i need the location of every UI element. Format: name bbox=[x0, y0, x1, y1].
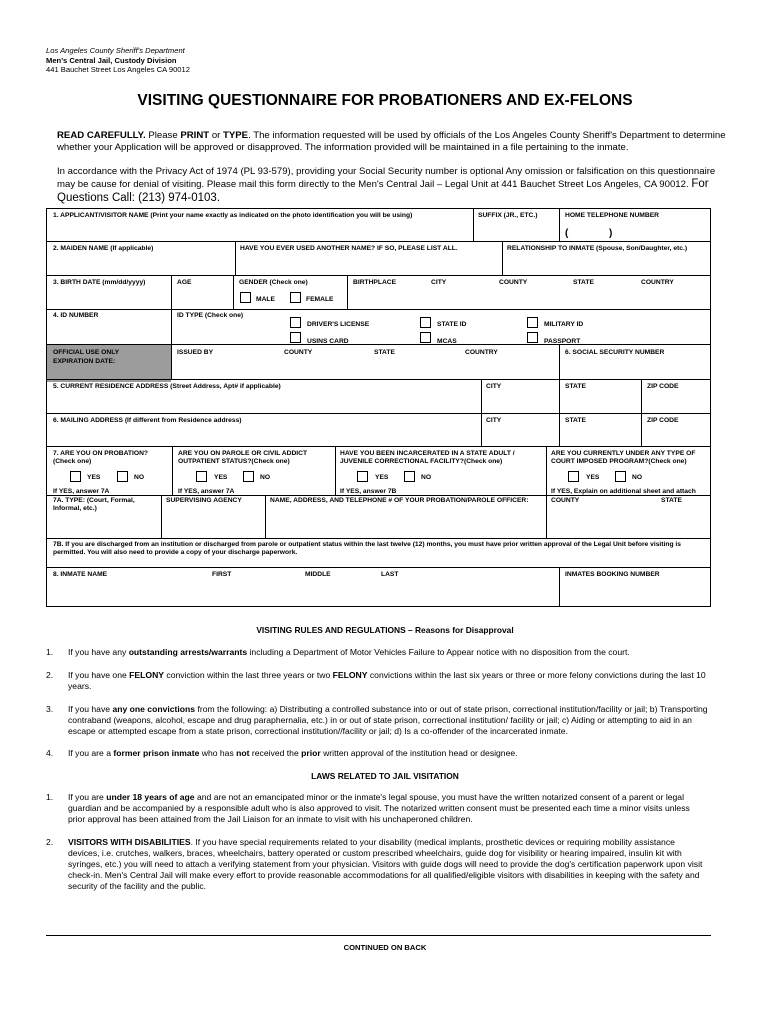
phone-area-open: ( bbox=[565, 228, 569, 239]
other-names-label: HAVE YOU EVER USED ANOTHER NAME? IF SO, PLEASE LIST ALL. bbox=[240, 245, 458, 252]
if-yes-explain: If YES, Explain on additional sheet and attach bbox=[551, 488, 696, 495]
court-program-no-checkbox[interactable] bbox=[615, 471, 626, 482]
birth-state-label: STATE bbox=[573, 279, 594, 286]
male-checkbox[interactable] bbox=[240, 292, 251, 303]
intro-please: Please bbox=[148, 130, 178, 141]
if-yes-7a-parole: If YES, answer 7A bbox=[178, 488, 235, 495]
mailing-state-label: STATE bbox=[565, 417, 586, 424]
birth-city-label: CITY bbox=[431, 279, 447, 286]
passport-label: PASSPORT bbox=[544, 338, 581, 345]
residence-address-label: 5. CURRENT RESIDENCE ADDRESS (Street Address, Apt# if applicable) bbox=[53, 383, 281, 390]
phone-area-close: ) bbox=[609, 228, 613, 239]
residence-state-label: STATE bbox=[565, 383, 586, 390]
passport-checkbox[interactable] bbox=[527, 332, 538, 343]
expiration-date-label: EXPIRATION DATE: bbox=[53, 358, 116, 365]
incarcerated-yes-checkbox[interactable] bbox=[357, 471, 368, 482]
birth-country-label: COUNTRY bbox=[641, 279, 674, 286]
page-title: VISITING QUESTIONNAIRE FOR PROBATIONERS AND EX-FELONS bbox=[137, 92, 633, 109]
birth-date-label: 3. BIRTH DATE (mm/dd/yyyy) bbox=[53, 279, 146, 286]
parole-no-checkbox[interactable] bbox=[243, 471, 254, 482]
court-program-yes-label: YES bbox=[586, 474, 600, 481]
issued-country-label: COUNTRY bbox=[465, 349, 498, 356]
incarcerated-no-label: NO bbox=[421, 474, 432, 481]
laws-heading: LAWS RELATED TO JAIL VISITATION bbox=[311, 771, 459, 781]
parole-no-label: NO bbox=[260, 474, 271, 481]
if-yes-7a-probation: If YES, answer 7A bbox=[53, 488, 110, 495]
if-yes-7b: If YES, answer 7B bbox=[340, 488, 397, 495]
mailing-city-label: CITY bbox=[486, 417, 502, 424]
department-name: Los Angeles County Sheriff's Department bbox=[46, 46, 185, 55]
issued-county-label: COUNTY bbox=[284, 349, 313, 356]
residence-zip-label: ZIP CODE bbox=[647, 383, 679, 390]
court-program-no-label: NO bbox=[632, 474, 643, 481]
probation-no-label: NO bbox=[134, 474, 145, 481]
mailing-address-label: 6. MAILING ADDRESS (If different from Residence address) bbox=[53, 417, 242, 424]
agency-county-label: COUNTY bbox=[551, 497, 580, 504]
issued-state-label: STATE bbox=[374, 349, 395, 356]
booking-number-label: INMATES BOOKING NUMBER bbox=[565, 571, 660, 578]
intro-or: or bbox=[211, 130, 221, 141]
official-use-label: OFFICIAL USE ONLY bbox=[53, 349, 120, 356]
officer-info-label: NAME, ADDRESS, AND TELEPHONE # OF YOUR PROBATION/PAROLE OFFICER: bbox=[270, 497, 529, 504]
military-id-checkbox[interactable] bbox=[527, 317, 538, 328]
military-id-label: MILITARY ID bbox=[544, 321, 584, 328]
supervising-agency-label: SUPERVISING AGENCY bbox=[166, 497, 242, 504]
continued-on-back: CONTINUED ON BACK bbox=[343, 943, 427, 952]
division-name: Men's Central Jail, Custody Division bbox=[46, 55, 177, 65]
intro-paragraph-2 bbox=[57, 166, 727, 205]
court-program-question: ARE YOU CURRENTLY UNDER ANY TYPE OF COURT IMPOSED PROGRAM?(Check one) bbox=[551, 450, 696, 465]
agency-header bbox=[46, 46, 190, 75]
usins-card-checkbox[interactable] bbox=[290, 332, 301, 343]
discharge-7b-note: 7B. If you are discharged from an institution or discharged from parole or outpatient status within the last twelve (12) months, you must have prior written approval of the Legal Unit before visiting is permitted. You will also need to provide a copy of your discharge paperwork. bbox=[53, 541, 681, 556]
residence-city-label: CITY bbox=[486, 383, 502, 390]
probation-question: 7. ARE YOU ON PROBATION? (Check one) bbox=[53, 450, 148, 465]
state-id-label: STATE ID bbox=[437, 321, 467, 328]
usins-card-label: USINS CARD bbox=[307, 338, 349, 345]
agency-state-label: STATE bbox=[661, 497, 682, 504]
suffix-label: SUFFIX (JR., ETC.) bbox=[478, 212, 538, 219]
female-checkbox[interactable] bbox=[290, 292, 301, 303]
birth-county-label: COUNTY bbox=[499, 279, 528, 286]
incarcerated-question: HAVE YOU BEEN INCARCERATED IN A STATE ADULT / JUVENILE CORRECTIONAL FACILITY?(Check one) bbox=[340, 450, 515, 465]
parole-yes-label: YES bbox=[214, 474, 228, 481]
maiden-name-label: 2. MAIDEN NAME (If applicable) bbox=[53, 245, 154, 252]
probation-no-checkbox[interactable] bbox=[117, 471, 128, 482]
intro-type: TYPE bbox=[223, 130, 249, 141]
inmate-middle-label: MIDDLE bbox=[305, 571, 331, 578]
mcas-checkbox[interactable] bbox=[420, 332, 431, 343]
id-type-label: ID TYPE (Check one) bbox=[177, 312, 244, 319]
inmate-name-label: 8. INMATE NAME bbox=[53, 571, 108, 578]
type-7a-label: 7A. TYPE: (Court, Formal, Informal, etc.) bbox=[53, 497, 135, 512]
male-label: MALE bbox=[256, 296, 275, 303]
inmate-last-label: LAST bbox=[381, 571, 399, 578]
intro-paragraph-1 bbox=[57, 130, 727, 155]
footer-divider bbox=[46, 935, 711, 936]
ssn-label: 6. SOCIAL SECURITY NUMBER bbox=[565, 349, 665, 356]
id-number-label: 4. ID NUMBER bbox=[53, 312, 99, 319]
gender-label: GENDER (Check one) bbox=[239, 279, 308, 286]
intro-print: PRINT bbox=[180, 130, 210, 141]
court-program-yes-checkbox[interactable] bbox=[568, 471, 579, 482]
agency-address: 441 Bauchet Street Los Angeles CA 90012 bbox=[46, 65, 190, 75]
age-label: AGE bbox=[177, 279, 192, 286]
drivers-license-checkbox[interactable] bbox=[290, 317, 301, 328]
female-label: FEMALE bbox=[306, 296, 334, 303]
probation-yes-label: YES bbox=[87, 474, 101, 481]
parole-question: ARE YOU ON PAROLE OR CIVIL ADDICT OUTPATIENT STATUS?(Check one) bbox=[178, 450, 308, 465]
mcas-label: MCAS bbox=[437, 338, 457, 345]
read-carefully: READ CAREFULLY. bbox=[57, 130, 146, 141]
inmate-first-label: FIRST bbox=[212, 571, 232, 578]
rules-heading: VISITING RULES AND REGULATIONS – Reasons for Disapproval bbox=[256, 625, 514, 635]
probation-yes-checkbox[interactable] bbox=[70, 471, 81, 482]
state-id-checkbox[interactable] bbox=[420, 317, 431, 328]
questions-phone: For Questions Call: (213) 974-0103. bbox=[57, 178, 709, 204]
issued-by-label: ISSUED BY bbox=[177, 349, 214, 356]
relationship-label: RELATIONSHIP TO INMATE (Spouse, Son/Daughter, etc.) bbox=[507, 245, 688, 252]
parole-yes-checkbox[interactable] bbox=[196, 471, 207, 482]
home-phone-label: HOME TELEPHONE NUMBER bbox=[565, 212, 660, 219]
applicant-name-label: 1. APPLICANT/VISITOR NAME (Print your name exactly as indicated on the photo identification you will be using) bbox=[53, 212, 413, 219]
intro-para1-rest: . The information requested will be used by officials of the Los Angeles County Sheriff's Department to determine whether your Application will be approved or disapproved. The information provided will be maintained in a file pertaining to the inmate. bbox=[57, 130, 726, 154]
birthplace-label: BIRTHPLACE bbox=[353, 279, 397, 286]
incarcerated-yes-label: YES bbox=[375, 474, 389, 481]
mailing-zip-label: ZIP CODE bbox=[647, 417, 679, 424]
incarcerated-no-checkbox[interactable] bbox=[404, 471, 415, 482]
drivers-license-label: DRIVER'S LICENSE bbox=[307, 321, 370, 328]
privacy-text: In accordance with the Privacy Act of 1974 (PL 93-579), providing your Social Security number is optional Any omission or falsification on this questionnaire may be cause for denial of visiting. Please mail this form directly to the Men's Central Jail – Legal Unit at 441 Bauchet Street Los Angeles, CA 90012. bbox=[57, 166, 716, 191]
